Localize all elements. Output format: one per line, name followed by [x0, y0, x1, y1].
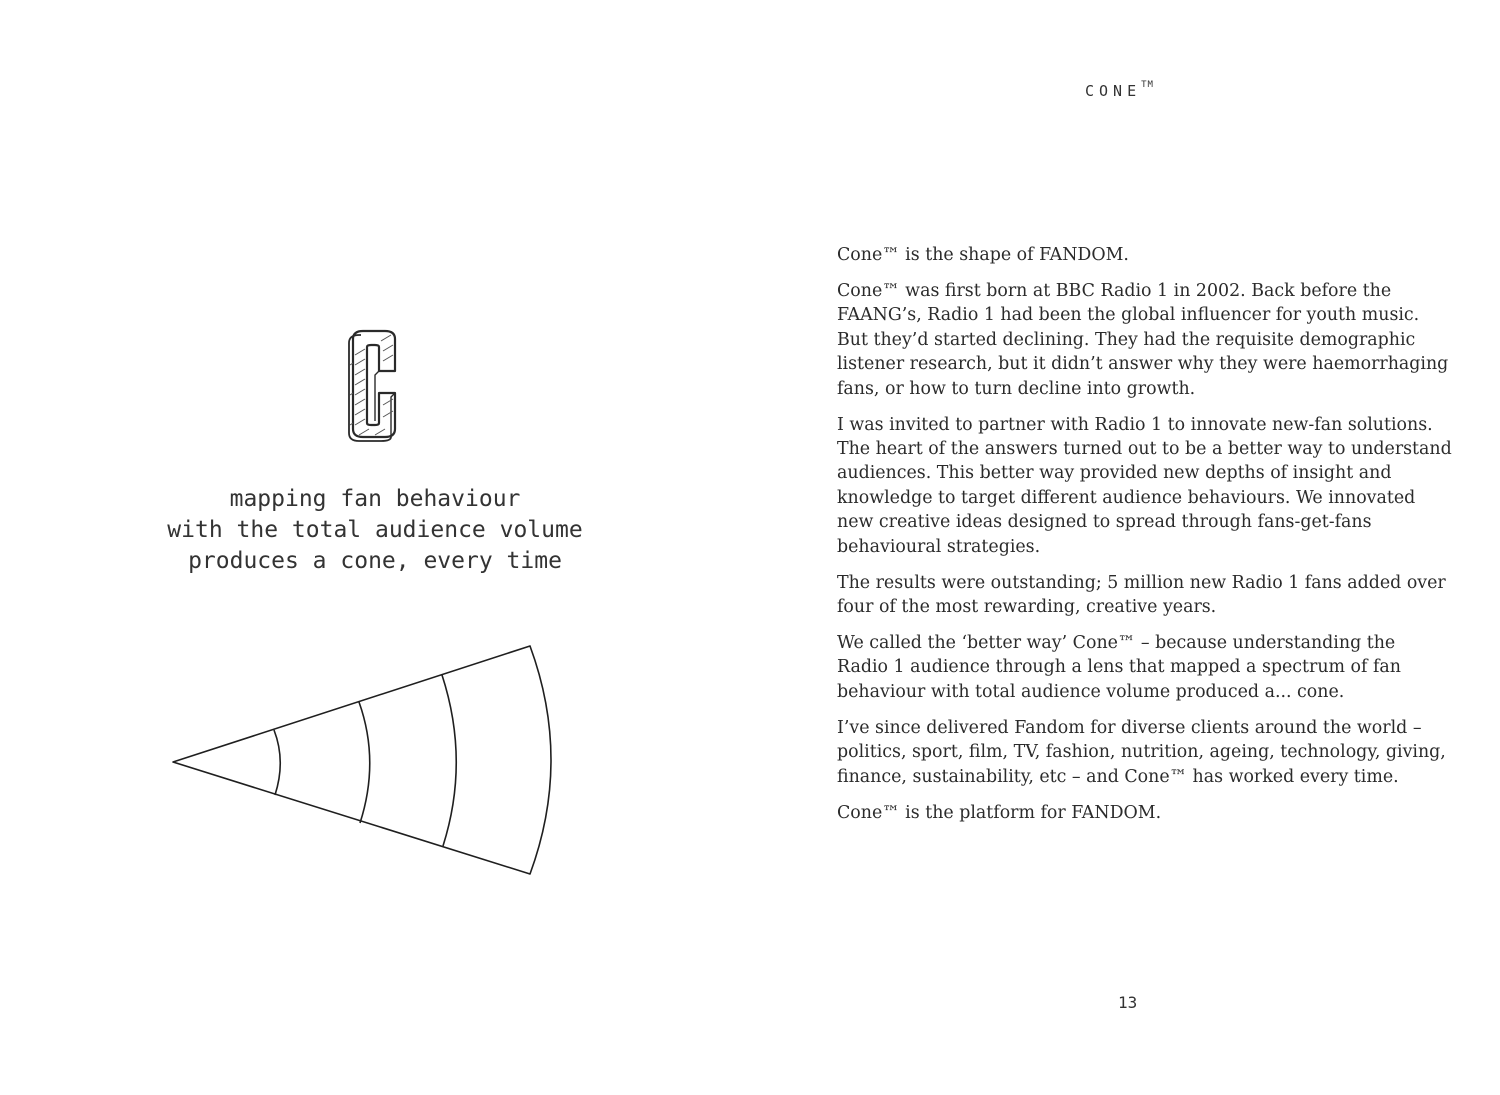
paragraph	[837, 413, 1457, 559]
tagline-line: produces a cone, every time	[188, 548, 562, 574]
running-head	[1085, 82, 1154, 100]
text-line: behaviour with total audience volume produced a... cone.	[837, 681, 1345, 702]
text-line: listener research, but it didn’t answer why they were haemorrhaging	[837, 354, 1449, 375]
cone-outline	[173, 646, 551, 874]
running-head-title: CONE	[1085, 82, 1142, 100]
text-line: knowledge to target different audience behaviours. We innovated	[837, 487, 1416, 508]
text-line: I’ve since delivered Fandom for diverse clients around the world –	[837, 717, 1422, 738]
sketched-letter-c-icon	[335, 325, 415, 445]
cone-band-1	[274, 730, 280, 795]
paragraph	[837, 279, 1457, 401]
text-line: new creative ideas designed to spread through fans-get-fans	[837, 512, 1372, 533]
cone-band-2	[359, 702, 370, 823]
text-line: Cone™ is the platform for FANDOM.	[837, 802, 1162, 823]
tagline-line: mapping fan behaviour	[229, 486, 521, 512]
tagline	[100, 484, 650, 577]
text-line: Cone™ is the shape of FANDOM.	[837, 245, 1129, 265]
text-line: The results were outstanding; 5 million new Radio 1 fans added over	[837, 572, 1446, 593]
text-line: FAANG’s, Radio 1 had been the global influencer for youth music.	[837, 305, 1420, 326]
cone-band-3	[442, 675, 456, 846]
cone-diagram	[160, 635, 560, 885]
text-line: politics, sport, film, TV, fashion, nutrition, ageing, technology, giving,	[837, 742, 1446, 763]
text-line: I was invited to partner with Radio 1 to innovate new-fan solutions.	[837, 414, 1433, 435]
paragraph	[837, 243, 1457, 267]
page-number: 13	[1118, 993, 1138, 1012]
text-line: behavioural strategies.	[837, 536, 1041, 557]
text-line: But they’d started declining. They had the requisite demographic	[837, 329, 1416, 350]
text-line: The heart of the answers turned out to be a better way to understand	[837, 439, 1452, 460]
text-line: four of the most rewarding, creative years.	[837, 597, 1217, 618]
paragraph	[837, 631, 1457, 704]
text-line: Radio 1 audience through a lens that mapped a spectrum of fan	[837, 657, 1401, 678]
paragraph	[837, 571, 1457, 620]
text-line: audiences. This better way provided new depths of insight and	[837, 463, 1392, 484]
body-text	[837, 243, 1457, 837]
text-line: We called the ‘better way’ Cone™ – because understanding the	[837, 633, 1396, 654]
paragraph	[837, 716, 1457, 789]
text-line: finance, sustainability, etc – and Cone™ has worked every time.	[837, 766, 1399, 787]
tagline-line: with the total audience volume	[167, 517, 583, 543]
paragraph	[837, 801, 1457, 825]
text-line: fans, or how to turn decline into growth.	[837, 378, 1196, 399]
trademark-mark: TM	[1141, 80, 1154, 90]
text-line: Cone™ was first born at BBC Radio 1 in 2002. Back before the	[837, 281, 1392, 301]
